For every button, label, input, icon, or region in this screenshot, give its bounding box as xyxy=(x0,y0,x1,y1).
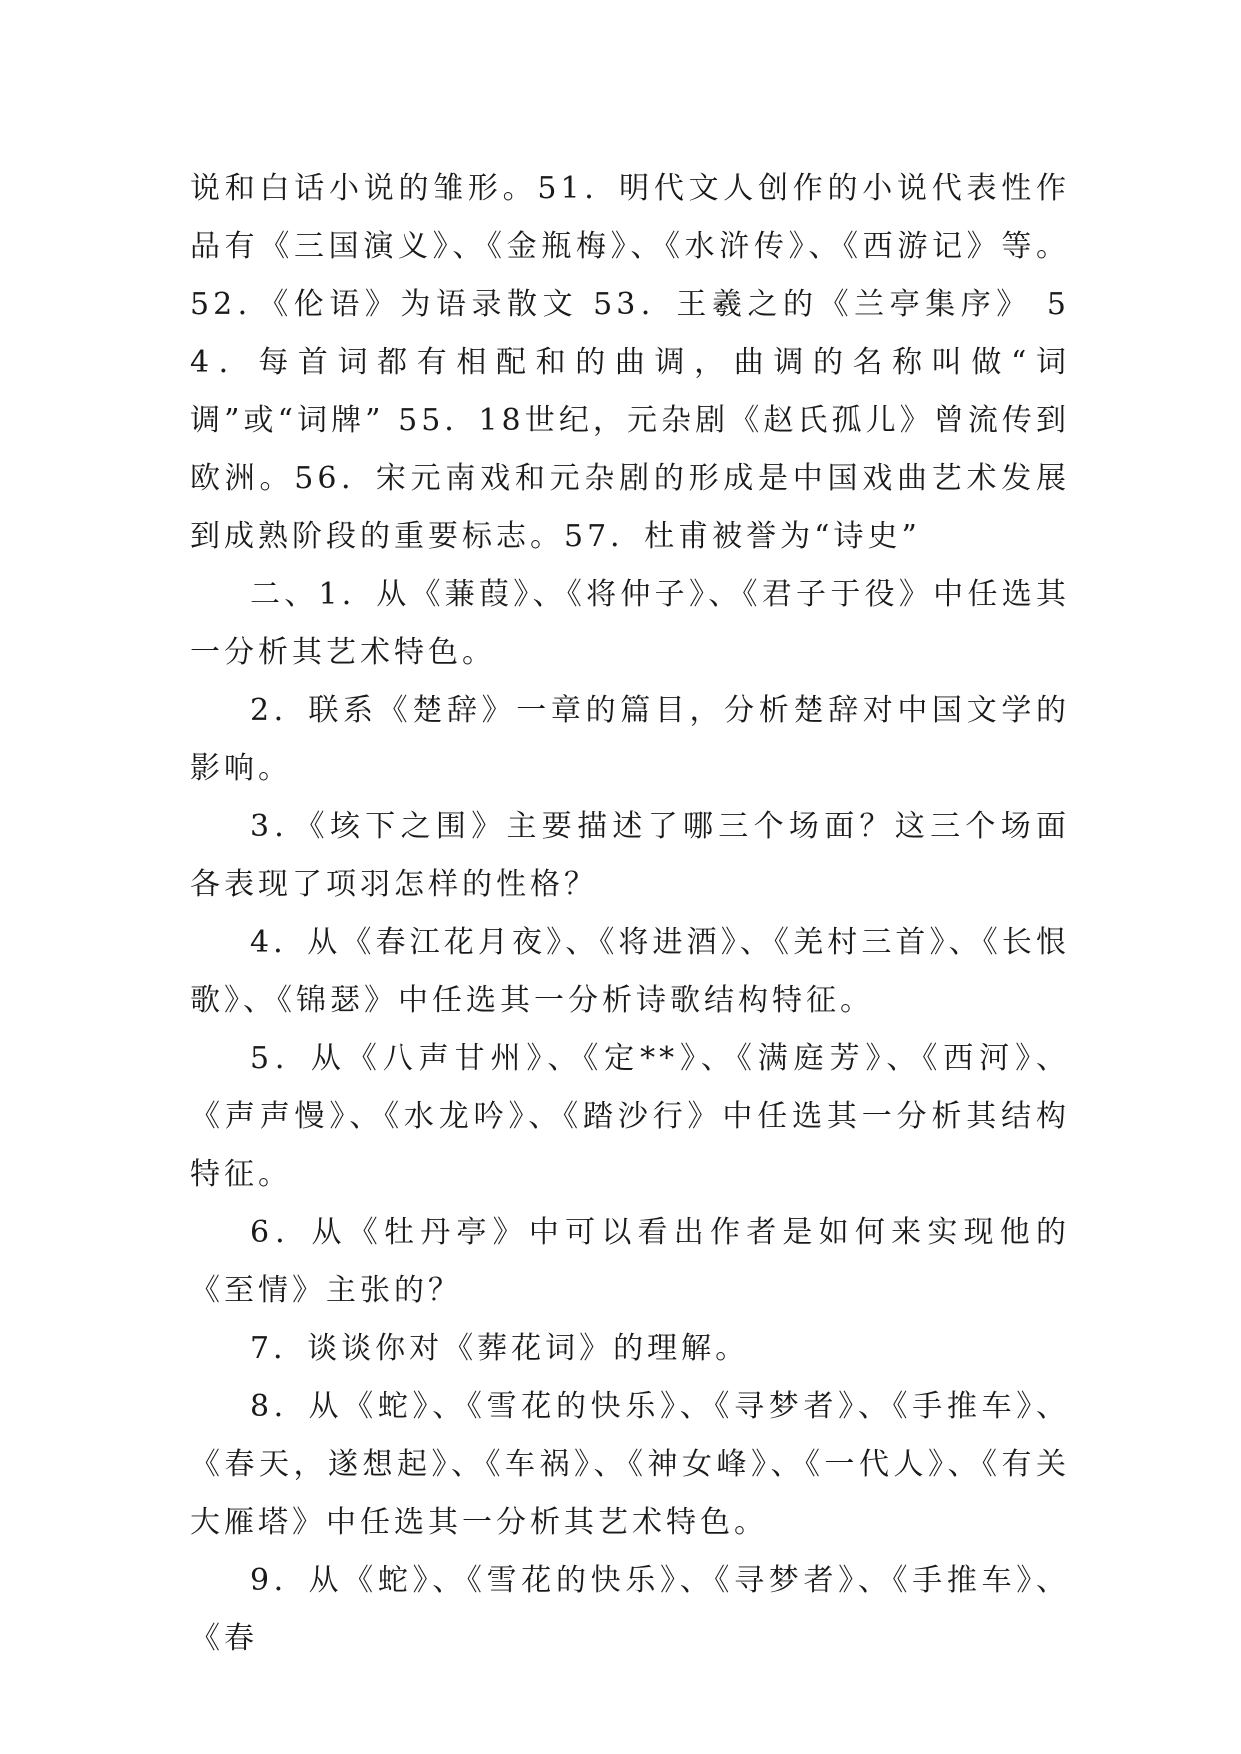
document-body xyxy=(190,160,1070,1668)
paragraph-question-2: 2．联系《楚辞》一章的篇目，分析楚辞对中国文学的影响。 xyxy=(190,693,1070,786)
paragraph-question-7: 7．谈谈你对《葬花词》的理解。 xyxy=(250,1331,750,1366)
paragraph-question-3: 3．《垓下之围》主要描述了哪三个场面？这三个场面各表现了项羽怎样的性格？ xyxy=(190,809,1070,902)
paragraph-question-6: 6．从《牡丹亭》中可以看出作者是如何来实现他的《至情》主张的？ xyxy=(190,1215,1070,1308)
paragraph-question-5: 5．从《八声甘州》、《定**》、《满庭芳》、《西河》、《声声慢》、《水龙吟》、《踏沙行》中任选其一分析其结构特征。 xyxy=(190,1041,1070,1192)
paragraph-question-9: 9．从《蛇》、《雪花的快乐》、《寻梦者》、《手推车》、《春 xyxy=(190,1563,1070,1656)
paragraph-question-8: 8．从《蛇》、《雪花的快乐》、《寻梦者》、《手推车》、《春天，遂想起》、《车祸》、《神女峰》、《一代人》、《有关大雁塔》中任选其一分析其艺术特色。 xyxy=(190,1389,1070,1540)
paragraph-question-4: 4．从《春江花月夜》、《将进酒》、《羌村三首》、《长恨歌》、《锦瑟》中任选其一分析诗歌结构特征。 xyxy=(190,925,1070,1018)
paragraph-answers-continued: 说和白话小说的雏形。51．明代文人创作的小说代表性作品有《三国演义》、《金瓶梅》、《水浒传》、《西游记》等。52．《伦语》为语录散文 53．王羲之的《兰亭集序》 54．每首词都有相配和的曲调，曲调的名称叫做“词调”或“词牌” 55．18世纪，元杂剧《赵氏孤儿》曾流传到欧洲。56．宋元南戏和元杂剧的形成是中国戏曲艺术发展到成熟阶段的重要标志。57．杜甫被誉为“诗史” xyxy=(190,171,1070,554)
paragraph-question-1: 二、1．从《蒹葭》、《将仲子》、《君子于役》中任选其一分析其艺术特色。 xyxy=(190,577,1070,670)
